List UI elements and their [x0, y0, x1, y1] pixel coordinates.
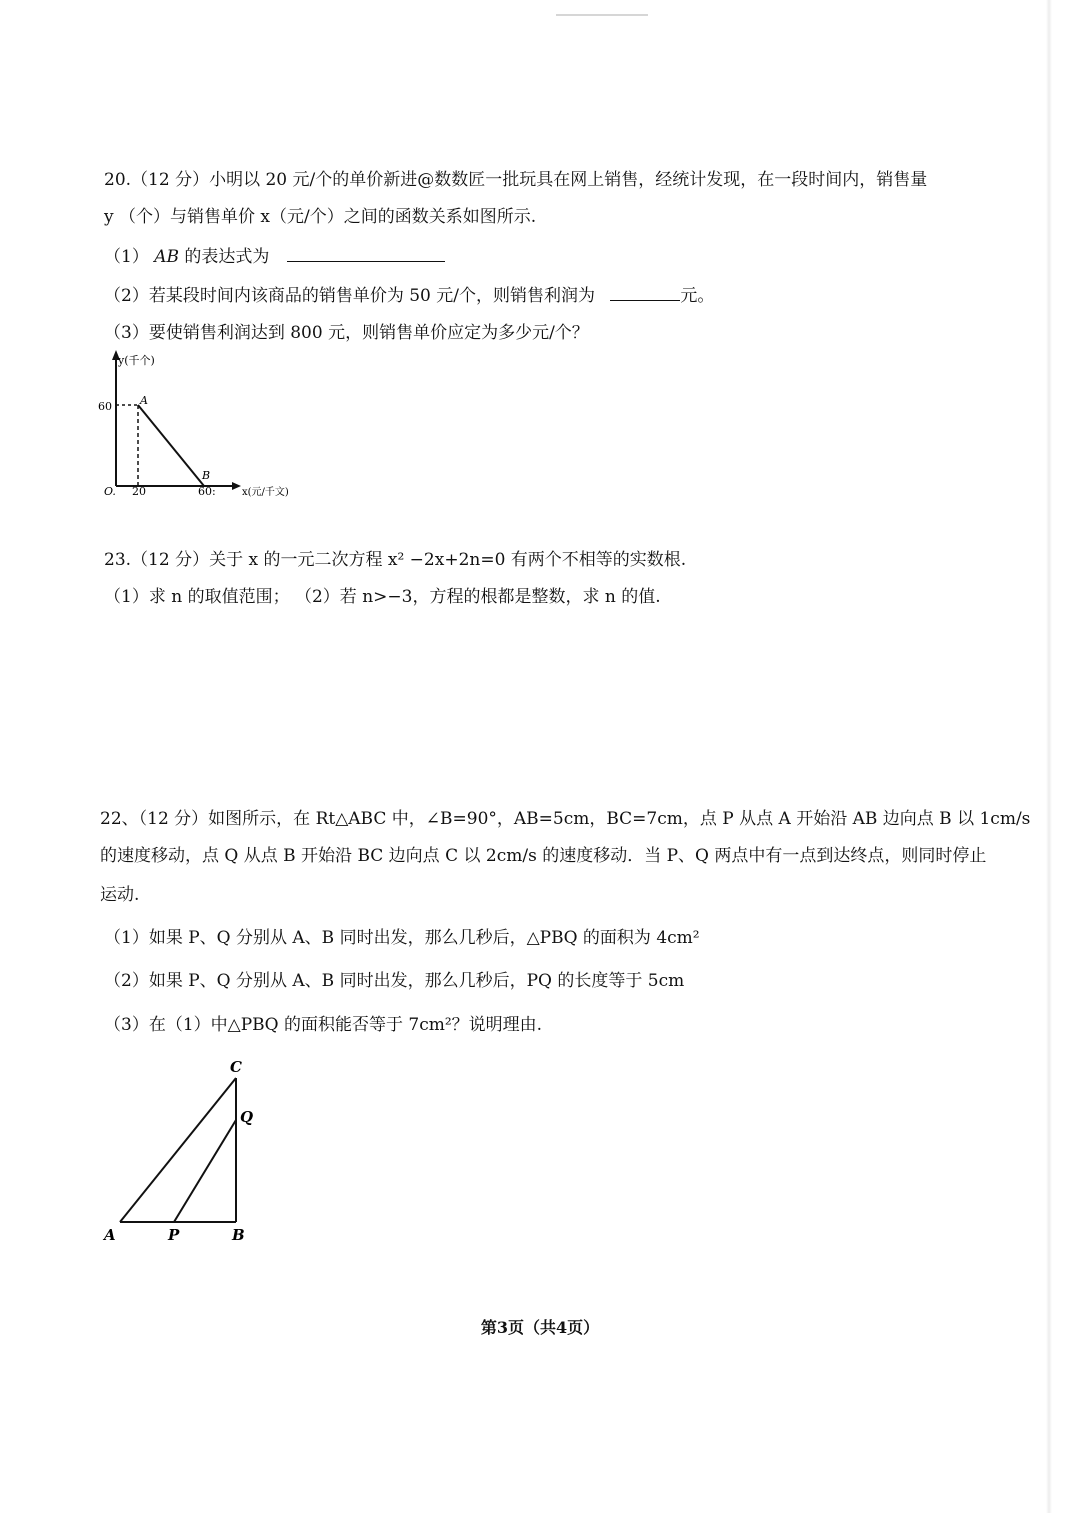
point-a-label: A	[140, 394, 148, 407]
point-b-label: B	[202, 469, 211, 482]
q22-part1: （1）如果 P、Q 分别从 A、B 同时出发，那么几秒后，△PBQ 的面积为 4cm²	[104, 928, 700, 948]
scan-edge-shadow	[1046, 0, 1052, 1513]
point-q-label: Q	[240, 1108, 254, 1126]
q20-line1: 20.（12 分）小明以 20 元/个的单价新进@数数匠一批玩具在网上销售，经统计发现，在一段时间内，销售量	[104, 170, 928, 190]
x-tick-60: 60:	[198, 485, 216, 498]
q20-part1-answer-blank[interactable]	[287, 245, 445, 262]
origin-label: O.	[104, 485, 116, 498]
scan-top-mark	[556, 14, 648, 16]
q20-part2-text: （2）若某段时间内该商品的销售单价为 50 元/个，则销售利润为	[104, 286, 595, 306]
q23-line1: 23.（12 分）关于 x 的一元二次方程 x² −2x+2n=0 有两个不相等的实数根.	[104, 550, 687, 570]
q20-part2-answer-blank[interactable]	[610, 284, 680, 301]
y-axis-label: y(千个)	[118, 354, 155, 367]
x-tick-20: 20	[132, 485, 146, 498]
q22-triangle-figure	[96, 1054, 276, 1246]
q23-line2: （1）求 n 的取值范围； （2）若 n>−3，方程的根都是整数，求 n 的值.	[104, 587, 661, 607]
vertex-c-label: C	[230, 1058, 242, 1076]
q20-function-graph	[92, 348, 322, 508]
q22-line3: 运动.	[100, 885, 140, 905]
vertex-a-label: A	[104, 1226, 116, 1244]
q20-part1	[104, 245, 445, 268]
segment-pq	[174, 1120, 236, 1222]
vertex-b-label: B	[232, 1226, 245, 1244]
q22-line2: 的速度移动，点 Q 从点 B 开始沿 BC 边向点 C 以 2cm/s 的速度移动．当 P、Q 两点中有一点到达终点，则同时停止	[100, 846, 987, 866]
q22-line1: 22、（12 分）如图所示，在 Rt△ABC 中，∠B=90°，AB=5cm，BC=7cm，点 P 从点 A 开始沿 AB 边向点 B 以 1cm/s	[100, 809, 1031, 829]
q20-part3: （3）要使销售利润达到 800 元，则销售单价应定为多少元/个？	[104, 323, 589, 343]
segment-ab	[138, 405, 204, 486]
x-axis-label: x(元/千文)	[242, 487, 289, 498]
page-number: 第3页（共4页）	[480, 1318, 600, 1337]
q22-part3: （3）在（1）中△PBQ 的面积能否等于 7cm²？说明理由.	[104, 1015, 543, 1035]
q20-part1-text: 的表达式为	[184, 247, 270, 267]
q20-part2	[104, 284, 714, 307]
q22-part2: （2）如果 P、Q 分别从 A、B 同时出发，那么几秒后，PQ 的长度等于 5cm	[104, 971, 685, 991]
y-tick-60: 60	[98, 400, 112, 413]
q20-part2-unit: 元。	[680, 286, 715, 306]
point-p-label: P	[168, 1226, 180, 1244]
x-axis-arrow-icon	[232, 482, 241, 490]
q20-line2: y （个）与销售单价 x（元/个）之间的函数关系如图所示.	[104, 207, 537, 227]
q20-part1-var: AB	[154, 247, 180, 267]
q20-part1-prefix: （1）	[104, 247, 149, 267]
